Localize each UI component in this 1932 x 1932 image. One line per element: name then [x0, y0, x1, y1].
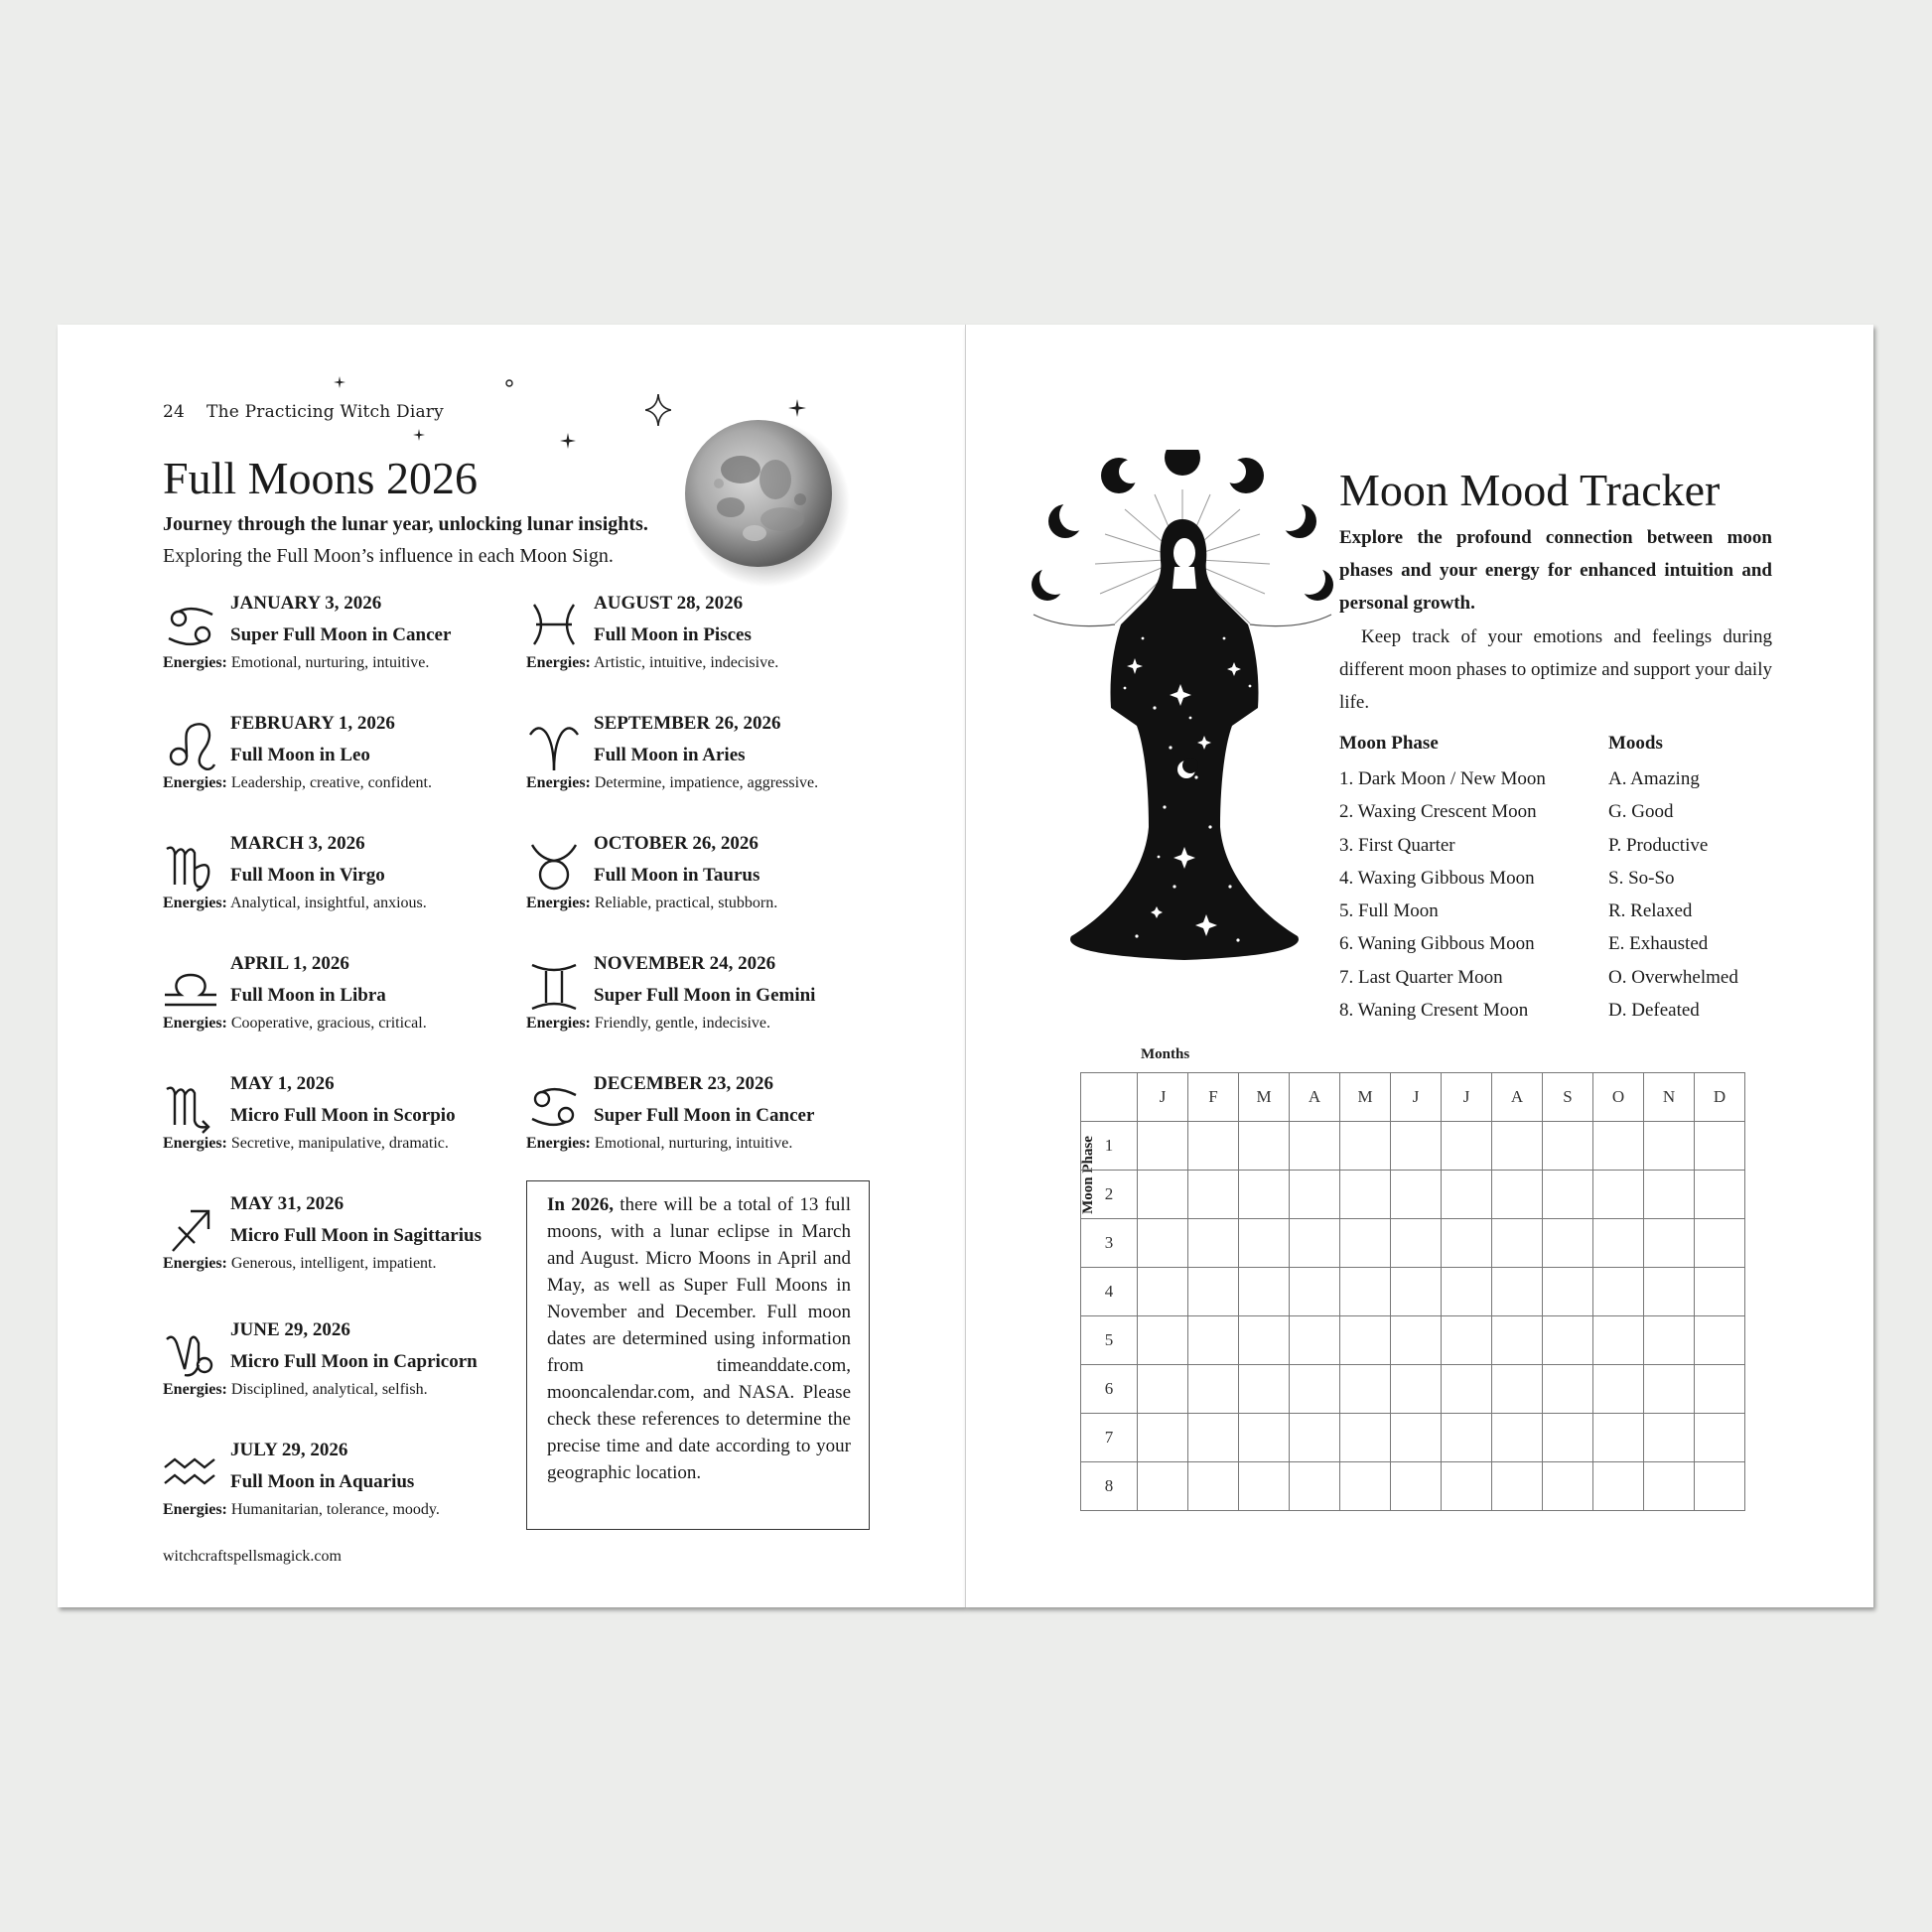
moon-phase-list [1339, 762, 1546, 1027]
months-label: Months [1141, 1046, 1190, 1062]
full-moon-entry [163, 1193, 520, 1303]
entry-event: Full Moon in Aquarius [230, 1471, 415, 1492]
list-item: 7. Last Quarter Moon [1339, 966, 1503, 988]
energies-text: Artistic, intuitive, indecisive. [594, 654, 779, 671]
corner-cell [1081, 1073, 1138, 1122]
moon-goddess-illustration [1026, 450, 1353, 996]
phase-row-number: 1 [1081, 1122, 1138, 1171]
tracker-cell[interactable] [1543, 1219, 1593, 1268]
tracker-cell[interactable] [1593, 1462, 1644, 1511]
tracker-cell[interactable] [1543, 1414, 1593, 1462]
energies-label: Energies: [163, 774, 227, 791]
energies-label: Energies: [526, 654, 591, 671]
full-moon-illustration [671, 408, 850, 587]
tracker-cell[interactable] [1239, 1365, 1290, 1414]
tracker-cell[interactable] [1593, 1414, 1644, 1462]
full-moon-entry [526, 713, 884, 822]
tracker-cell[interactable] [1695, 1365, 1745, 1414]
tracker-cell[interactable] [1138, 1219, 1188, 1268]
tracker-cell[interactable] [1644, 1365, 1695, 1414]
energies-text: Generous, intelligent, impatient. [230, 1255, 437, 1272]
full-moon-entry [526, 593, 884, 702]
energies-text: Reliable, practical, stubborn. [594, 895, 778, 911]
tracker-cell[interactable] [1391, 1219, 1442, 1268]
entry-date: OCTOBER 26, 2026 [594, 833, 759, 854]
phase-row-number: 5 [1081, 1316, 1138, 1365]
tracker-cell[interactable] [1340, 1268, 1391, 1316]
tracker-cell[interactable] [1391, 1268, 1442, 1316]
energies-label: Energies: [163, 1135, 227, 1152]
tracker-cell[interactable] [1138, 1122, 1188, 1171]
tracker-cell[interactable] [1543, 1122, 1593, 1171]
four-point-star-icon [645, 394, 671, 426]
energies-label: Energies: [163, 654, 227, 671]
tracker-cell[interactable] [1138, 1316, 1188, 1365]
tracker-cell[interactable] [1290, 1268, 1340, 1316]
tracker-cell[interactable] [1593, 1122, 1644, 1171]
energies-label: Energies: [526, 1135, 591, 1152]
entry-date: JANUARY 3, 2026 [230, 593, 382, 614]
tracker-cell[interactable] [1644, 1219, 1695, 1268]
month-header: D [1695, 1073, 1745, 1122]
tracker-cell[interactable] [1593, 1365, 1644, 1414]
phase-row-number: 3 [1081, 1219, 1138, 1268]
tracker-cell[interactable] [1188, 1365, 1239, 1414]
energies-text: Secretive, manipulative, dramatic. [230, 1135, 449, 1152]
entry-event: Full Moon in Libra [230, 985, 386, 1006]
entry-event: Micro Full Moon in Capricorn [230, 1351, 478, 1372]
entry-date: MAY 31, 2026 [230, 1193, 345, 1214]
energies-label: Energies: [163, 895, 227, 911]
gemini-icon [526, 959, 582, 1015]
page-title: Full Moons 2026 [163, 453, 478, 503]
tracker-cell[interactable] [1644, 1414, 1695, 1462]
tracker-cell[interactable] [1442, 1316, 1492, 1365]
list-item: 5. Full Moon [1339, 900, 1439, 922]
energies-label: Energies: [163, 1501, 227, 1518]
tracker-cell[interactable] [1290, 1414, 1340, 1462]
note-lead: In 2026, [547, 1194, 614, 1215]
table-row [1081, 1122, 1745, 1171]
subtitle-bold: Journey through the lunar year, unlocking lunar insights. [163, 513, 648, 535]
tracker-cell[interactable] [1188, 1268, 1239, 1316]
table-row [1081, 1316, 1745, 1365]
entry-event: Full Moon in Leo [230, 745, 370, 765]
tracker-cell[interactable] [1593, 1268, 1644, 1316]
full-moon-entry [163, 1440, 520, 1549]
entry-date: SEPTEMBER 26, 2026 [594, 713, 781, 734]
scorpio-icon [163, 1079, 218, 1135]
tracker-cell[interactable] [1492, 1219, 1543, 1268]
sparkle-icon [560, 433, 576, 449]
phase-row-number: 7 [1081, 1414, 1138, 1462]
tracker-cell[interactable] [1239, 1122, 1290, 1171]
entry-date: MARCH 3, 2026 [230, 833, 365, 854]
left-page [58, 325, 965, 1607]
tracker-cell[interactable] [1138, 1414, 1188, 1462]
tracker-cell[interactable] [1239, 1414, 1290, 1462]
tracker-cell[interactable] [1442, 1122, 1492, 1171]
tracker-cell[interactable] [1391, 1171, 1442, 1219]
tracker-cell[interactable] [1442, 1268, 1492, 1316]
tracker-intro-bold: Explore the profound connection between moon phases and your energy for enhanced intuition and personal growth. [1339, 527, 1772, 614]
page-number: 24 [163, 402, 186, 422]
energies-label: Energies: [163, 1255, 227, 1272]
cancer-icon [526, 1079, 582, 1135]
tracker-cell[interactable] [1391, 1414, 1442, 1462]
list-item: D. Defeated [1608, 1000, 1700, 1022]
tracker-cell[interactable] [1239, 1462, 1290, 1511]
tracker-title: Moon Mood Tracker [1339, 465, 1721, 515]
list-item: A. Amazing [1608, 768, 1700, 789]
month-header: N [1644, 1073, 1695, 1122]
tracker-cell[interactable] [1442, 1462, 1492, 1511]
tracker-cell[interactable] [1239, 1268, 1290, 1316]
tracker-cell[interactable] [1138, 1365, 1188, 1414]
tracker-cell[interactable] [1644, 1171, 1695, 1219]
running-head-title: The Practicing Witch Diary [207, 402, 444, 422]
full-moon-entry [163, 1073, 520, 1182]
tracker-cell[interactable] [1391, 1365, 1442, 1414]
list-item: E. Exhausted [1608, 933, 1709, 955]
list-item: 4. Waxing Gibbous Moon [1339, 867, 1535, 889]
entry-energies [163, 895, 427, 912]
month-header: J [1391, 1073, 1442, 1122]
tracker-cell[interactable] [1442, 1171, 1492, 1219]
tracker-cell[interactable] [1239, 1316, 1290, 1365]
tracker-cell[interactable] [1290, 1171, 1340, 1219]
tracker-cell[interactable] [1138, 1462, 1188, 1511]
tracker-cell[interactable] [1695, 1414, 1745, 1462]
month-header: M [1239, 1073, 1290, 1122]
table-row [1081, 1268, 1745, 1316]
energies-text: Disciplined, analytical, selfish. [230, 1381, 428, 1398]
entry-event: Micro Full Moon in Sagittarius [230, 1225, 482, 1246]
table-row [1081, 1462, 1745, 1511]
tracker-intro: Keep track of your emotions and feelings during different moon phases to optimize and support your daily life. [1339, 626, 1772, 713]
running-head [163, 402, 444, 422]
list-item: 3. First Quarter [1339, 834, 1455, 856]
full-moon-entry [163, 593, 520, 702]
moods-list [1608, 762, 1738, 1027]
entry-date: DECEMBER 23, 2026 [594, 1073, 774, 1094]
tracker-cell[interactable] [1695, 1219, 1745, 1268]
libra-icon [163, 959, 218, 1015]
entry-date: MAY 1, 2026 [230, 1073, 335, 1094]
footer-url: witchcraftspellsmagick.com [163, 1548, 342, 1565]
entry-event: Super Full Moon in Cancer [594, 1105, 815, 1126]
sparkle-icon [334, 376, 345, 388]
right-page [965, 325, 1873, 1607]
tracker-cell[interactable] [1188, 1171, 1239, 1219]
table-row [1081, 1365, 1745, 1414]
list-item: P. Productive [1608, 834, 1709, 856]
tracker-cell[interactable] [1695, 1316, 1745, 1365]
tracker-cell[interactable] [1138, 1268, 1188, 1316]
aquarius-icon [163, 1446, 218, 1501]
tracker-cell[interactable] [1492, 1122, 1543, 1171]
entry-energies [526, 895, 777, 912]
tracker-cell[interactable] [1138, 1171, 1188, 1219]
tracker-cell[interactable] [1543, 1316, 1593, 1365]
moon-phase-axis-label: Moon Phase [1079, 1136, 1096, 1214]
entry-event: Full Moon in Taurus [594, 865, 760, 886]
entry-energies [163, 1135, 449, 1153]
phase-row-number: 8 [1081, 1462, 1138, 1511]
entry-energies [163, 654, 429, 672]
tracker-cell[interactable] [1492, 1365, 1543, 1414]
tracker-cell[interactable] [1239, 1171, 1290, 1219]
taurus-icon [526, 839, 582, 895]
tracker-cell[interactable] [1188, 1122, 1239, 1171]
tracker-cell[interactable] [1340, 1462, 1391, 1511]
pisces-icon [526, 599, 582, 654]
tracker-cell[interactable] [1644, 1316, 1695, 1365]
moods-heading: Moods [1608, 733, 1663, 754]
table-row [1081, 1171, 1745, 1219]
table-row [1081, 1414, 1745, 1462]
energies-text: Determine, impatience, aggressive. [594, 774, 819, 791]
month-header: F [1188, 1073, 1239, 1122]
month-header-row [1081, 1073, 1745, 1122]
tracker-cell[interactable] [1492, 1316, 1543, 1365]
entry-event: Super Full Moon in Cancer [230, 624, 452, 645]
energies-label: Energies: [526, 895, 591, 911]
tracker-cell[interactable] [1593, 1316, 1644, 1365]
moon-phase-heading: Moon Phase [1339, 733, 1439, 754]
tracker-cell[interactable] [1340, 1171, 1391, 1219]
list-item: 1. Dark Moon / New Moon [1339, 768, 1546, 789]
tracker-cell[interactable] [1593, 1219, 1644, 1268]
tracker-cell[interactable] [1239, 1219, 1290, 1268]
tracker-cell[interactable] [1492, 1414, 1543, 1462]
tracker-cell[interactable] [1492, 1268, 1543, 1316]
tracker-cell[interactable] [1543, 1365, 1593, 1414]
tracker-cell[interactable] [1340, 1414, 1391, 1462]
table-row [1081, 1219, 1745, 1268]
entry-energies [163, 1015, 427, 1033]
cancer-icon [163, 599, 218, 654]
tracker-cell[interactable] [1442, 1414, 1492, 1462]
tracker-cell[interactable] [1695, 1122, 1745, 1171]
tracker-cell[interactable] [1442, 1219, 1492, 1268]
entry-energies [163, 1381, 428, 1399]
tracker-cell[interactable] [1695, 1268, 1745, 1316]
energies-text: Emotional, nurturing, intuitive. [594, 1135, 793, 1152]
full-moon-entry [163, 833, 520, 942]
sparkle-icon [413, 429, 425, 441]
tracker-cell[interactable] [1644, 1268, 1695, 1316]
entry-energies [526, 1015, 770, 1033]
entry-energies [526, 654, 778, 672]
tracker-cell[interactable] [1340, 1316, 1391, 1365]
energies-text: Analytical, insightful, anxious. [230, 895, 427, 911]
tracker-cell[interactable] [1188, 1219, 1239, 1268]
entry-event: Super Full Moon in Gemini [594, 985, 816, 1006]
note-box [526, 1180, 870, 1530]
full-moon-entry [526, 1073, 884, 1182]
tracker-cell[interactable] [1391, 1122, 1442, 1171]
energies-label: Energies: [163, 1381, 227, 1398]
tracker-cell[interactable] [1492, 1462, 1543, 1511]
tracker-cell[interactable] [1290, 1122, 1340, 1171]
phase-row-number: 2 [1081, 1171, 1138, 1219]
month-header: J [1442, 1073, 1492, 1122]
tracker-cell[interactable] [1340, 1122, 1391, 1171]
list-item: G. Good [1608, 801, 1674, 823]
tracker-cell[interactable] [1290, 1316, 1340, 1365]
energies-text: Humanitarian, tolerance, moody. [230, 1501, 440, 1518]
tracker-cell[interactable] [1644, 1122, 1695, 1171]
month-header: M [1340, 1073, 1391, 1122]
list-item: 8. Waning Cresent Moon [1339, 1000, 1529, 1022]
entry-date: JULY 29, 2026 [230, 1440, 348, 1460]
entry-energies [163, 1501, 440, 1519]
tracker-cell[interactable] [1290, 1365, 1340, 1414]
month-header: O [1593, 1073, 1644, 1122]
tracker-cell[interactable] [1188, 1316, 1239, 1365]
tracker-cell[interactable] [1543, 1268, 1593, 1316]
tracker-cell[interactable] [1695, 1171, 1745, 1219]
list-item: 2. Waxing Crescent Moon [1339, 801, 1537, 823]
tracker-cell[interactable] [1188, 1462, 1239, 1511]
phase-row-number: 4 [1081, 1268, 1138, 1316]
full-moon-entry [163, 1319, 520, 1429]
aries-icon [526, 719, 582, 774]
energies-text: Friendly, gentle, indecisive. [594, 1015, 771, 1032]
tracker-cell[interactable] [1340, 1219, 1391, 1268]
tracker-cell[interactable] [1340, 1365, 1391, 1414]
energies-text: Cooperative, gracious, critical. [230, 1015, 427, 1032]
capricorn-icon [163, 1325, 218, 1381]
sagittarius-icon [163, 1199, 218, 1255]
energies-label: Energies: [526, 1015, 591, 1032]
list-item: O. Overwhelmed [1608, 966, 1738, 988]
energies-text: Emotional, nurturing, intuitive. [230, 654, 430, 671]
tracker-cell[interactable] [1391, 1462, 1442, 1511]
phase-row-number: 6 [1081, 1365, 1138, 1414]
mood-tracker-grid [1080, 1072, 1745, 1511]
tracker-cell[interactable] [1593, 1171, 1644, 1219]
full-moon-entry [526, 953, 884, 1062]
tracker-cell[interactable] [1543, 1462, 1593, 1511]
list-item: R. Relaxed [1608, 900, 1693, 922]
list-item: 6. Waning Gibbous Moon [1339, 933, 1535, 955]
leo-icon [163, 719, 218, 774]
full-moon-entry [163, 953, 520, 1062]
tracker-cell[interactable] [1290, 1219, 1340, 1268]
entry-energies [163, 774, 432, 792]
note-text: there will be a total of 13 full moons, with a lunar eclipse in March and August. Micro Moons in April and May, as well as Super Full Moons in November and December. Full moon dates are determined using information from timeanddate.com, mooncalendar.com, and NASA. Please check these references to determine the precise time and date according to your geographic location. [547, 1194, 851, 1483]
tracker-cell[interactable] [1543, 1171, 1593, 1219]
tracker-cell[interactable] [1391, 1316, 1442, 1365]
month-header: J [1138, 1073, 1188, 1122]
tracker-cell[interactable] [1290, 1462, 1340, 1511]
entry-event: Full Moon in Pisces [594, 624, 752, 645]
entry-event: Micro Full Moon in Scorpio [230, 1105, 456, 1126]
virgo-icon [163, 839, 218, 895]
entry-date: APRIL 1, 2026 [230, 953, 349, 974]
small-circle-star-icon [504, 378, 514, 388]
energies-label: Energies: [163, 1015, 227, 1032]
tracker-cell[interactable] [1644, 1462, 1695, 1511]
entry-energies [163, 1255, 437, 1273]
entry-date: FEBRUARY 1, 2026 [230, 713, 395, 734]
tracker-cell[interactable] [1442, 1365, 1492, 1414]
entry-energies [526, 1135, 792, 1153]
energies-label: Energies: [526, 774, 591, 791]
entry-date: JUNE 29, 2026 [230, 1319, 350, 1340]
list-item: S. So-So [1608, 867, 1675, 889]
tracker-cell[interactable] [1492, 1171, 1543, 1219]
month-header: S [1543, 1073, 1593, 1122]
tracker-cell[interactable] [1695, 1462, 1745, 1511]
entry-energies [526, 774, 818, 792]
entry-date: NOVEMBER 24, 2026 [594, 953, 776, 974]
energies-text: Leadership, creative, confident. [230, 774, 432, 791]
tracker-cell[interactable] [1188, 1414, 1239, 1462]
subtitle: Exploring the Full Moon’s influence in each Moon Sign. [163, 545, 614, 567]
full-moon-entry [163, 713, 520, 822]
month-header: A [1492, 1073, 1543, 1122]
entry-date: AUGUST 28, 2026 [594, 593, 744, 614]
month-header: A [1290, 1073, 1340, 1122]
entry-event: Full Moon in Virgo [230, 865, 385, 886]
entry-event: Full Moon in Aries [594, 745, 746, 765]
full-moon-entry [526, 833, 884, 942]
